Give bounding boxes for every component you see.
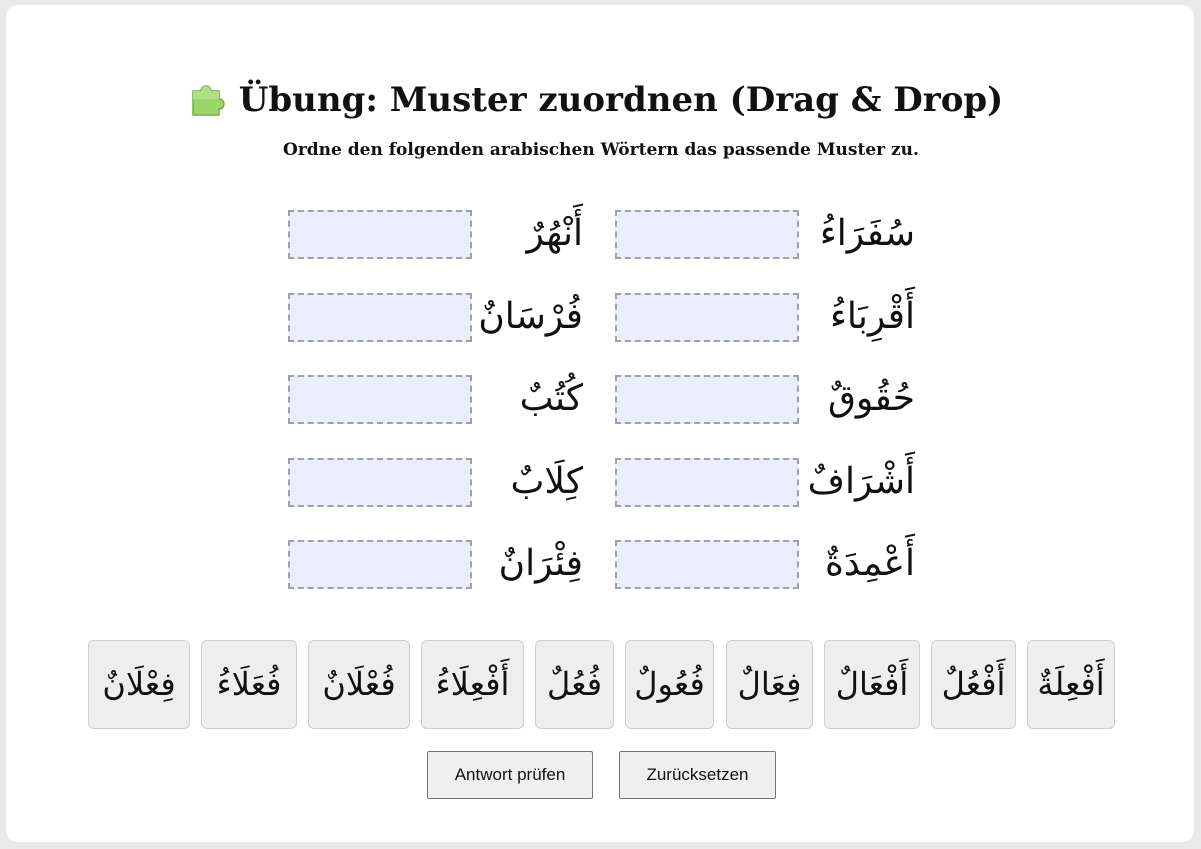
pattern-option[interactable]: فُعُلٌ [535, 640, 614, 729]
word-right-5: أَعْمِدَةٌ [824, 543, 915, 584]
title-text: Übung: Muster zuordnen (Drag & Drop) [238, 80, 1004, 120]
puzzle-piece-icon [187, 79, 225, 117]
word-left-3: كُتُبٌ [519, 378, 583, 419]
drop-zone-left-2[interactable] [288, 293, 472, 342]
reset-button[interactable]: Zurücksetzen [619, 751, 776, 799]
drop-zone-right-1[interactable] [615, 210, 799, 259]
drop-zone-right-5[interactable] [615, 540, 799, 589]
drop-zone-left-4[interactable] [288, 458, 472, 507]
pattern-option[interactable]: فِعَالٌ [726, 640, 813, 729]
word-right-1: سُفَرَاءُ [819, 213, 915, 254]
word-left-4: كِلَابٌ [510, 461, 583, 502]
word-left-5: فِئْرَانٌ [498, 543, 583, 584]
word-right-4: أَشْرَافٌ [807, 461, 915, 502]
drop-zone-left-1[interactable] [288, 210, 472, 259]
pattern-option[interactable]: أَفْعَالٌ [824, 640, 920, 729]
drop-zone-right-3[interactable] [615, 375, 799, 424]
pattern-option[interactable]: فُعْلَانٌ [308, 640, 410, 729]
drop-zone-left-5[interactable] [288, 540, 472, 589]
pattern-option[interactable]: أَفْعِلَاءُ [421, 640, 524, 729]
page-title [0, 78, 1190, 122]
check-answer-button[interactable]: Antwort prüfen [427, 751, 593, 799]
drop-zone-right-4[interactable] [615, 458, 799, 507]
word-right-3: حُقُوقٌ [828, 378, 915, 419]
word-left-2: فُرْسَانٌ [478, 296, 583, 337]
pattern-option[interactable]: أَفْعُلٌ [931, 640, 1016, 729]
pattern-option[interactable]: أَفْعِلَةٌ [1027, 640, 1115, 729]
instruction-text: Ordne den folgenden arabischen Wörtern das passende Muster zu. [283, 140, 919, 160]
word-right-2: أَقْرِبَاءُ [830, 296, 915, 337]
drop-zone-left-3[interactable] [288, 375, 472, 424]
drop-zone-right-2[interactable] [615, 293, 799, 342]
pattern-option[interactable]: فُعُولٌ [625, 640, 714, 729]
pattern-option[interactable]: فُعَلَاءُ [201, 640, 297, 729]
word-left-1: أَنْهُرٌ [526, 213, 583, 254]
pattern-option[interactable]: فِعْلَانٌ [88, 640, 190, 729]
